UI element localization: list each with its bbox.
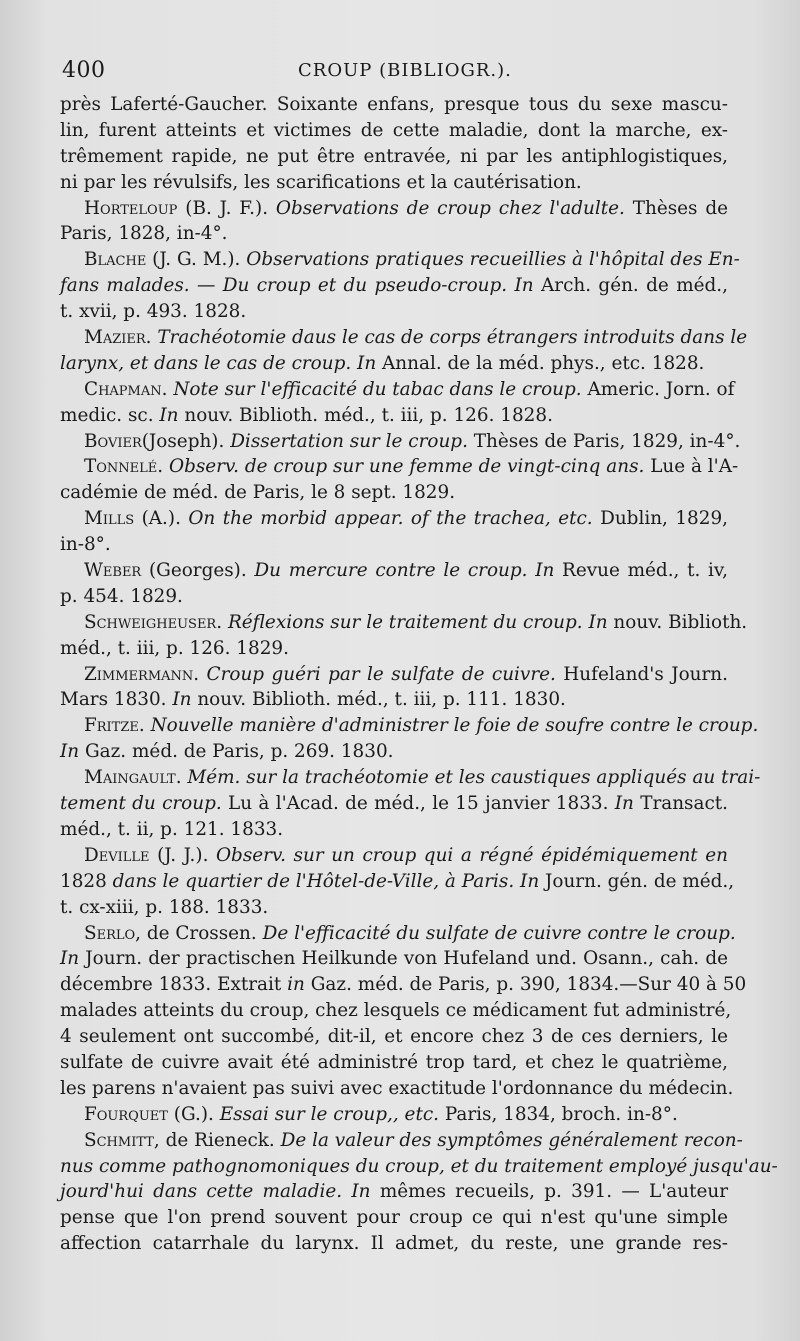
text-run: Thèses de — [624, 197, 728, 219]
text-line — [60, 325, 748, 351]
author-name: Fritze — [84, 715, 139, 737]
italic-title: De la valeur des symptômes généralement recon- — [280, 1129, 743, 1151]
text-run: medic. sc. — [60, 404, 160, 426]
text-line — [60, 247, 740, 273]
text-run: Journ. gén. de méd., — [539, 870, 735, 892]
text-run: (J. J.). — [149, 844, 216, 866]
text-line — [60, 895, 728, 921]
text-run: . — [193, 663, 207, 685]
text-run: pense que l'on prend souvent pour croup ce qui n'est qu'une simple — [60, 1207, 728, 1229]
text-run: , de Crossen. — [135, 922, 263, 944]
italic-title: Dissertation sur le croup. — [230, 430, 468, 452]
text-run: sulfate de cuivre avait été administré trop tard, et chez le quatrième, — [60, 1051, 728, 1073]
italic-title: Observ. de croup sur une femme de vingt-cinq ans. — [169, 456, 645, 478]
text-run: Mars 1830. — [60, 689, 173, 711]
italic-title: in — [287, 974, 305, 996]
text-line — [60, 921, 736, 947]
italic-title: nus comme pathognomoniques du croup, et du traitement employé jusqu'au- — [60, 1155, 778, 1177]
text-line — [60, 118, 728, 144]
text-run: Journ. der practischen Heilkunde von Hufeland und. Osann., cah. de — [79, 948, 728, 970]
author-name: Zimmermann — [84, 663, 194, 685]
text-run: Americ. Jorn. of — [581, 378, 735, 400]
italic-title: Mém. sur la trachéotomie et les caustiques appliqués au trai- — [187, 767, 761, 789]
text-run: nouv. Biblioth. méd., t. iii, p. 126. 1828. — [178, 404, 553, 426]
text-run: nouv. Biblioth. — [607, 611, 748, 633]
text-run: . — [161, 378, 174, 400]
text-run: Revue méd., t. iv, — [554, 560, 728, 582]
text-line — [60, 429, 741, 455]
text-line — [60, 170, 728, 196]
text-line — [60, 1076, 734, 1102]
page-number: 400 — [62, 58, 106, 83]
text-run: (B. J. F.). — [177, 197, 276, 219]
text-line — [60, 1179, 728, 1205]
text-run: malades atteints du croup, chez lesquels ce médicament fut administré, — [60, 1000, 732, 1022]
text-run: cadémie de méd. de Paris, le 8 sept. 1829. — [60, 482, 456, 504]
italic-title: Note sur l'efficacité du tabac dans le croup. — [173, 378, 582, 400]
italic-title: De l'efficacité du sulfate de cuivre contre le croup. — [262, 922, 736, 944]
author-name: Fourquet — [84, 1103, 168, 1125]
text-run: près Laferté-Gaucher. Soixante enfans, presque tous du sexe mascu- — [60, 94, 728, 115]
italic-title: In — [614, 793, 634, 815]
author-name: Maingault — [84, 767, 176, 789]
text-line — [60, 144, 728, 170]
text-run: 4 seulement ont succombé, dit-il, et encore chez 3 de ces derniers, le — [60, 1026, 728, 1048]
author-name: Blache — [84, 249, 147, 271]
text-line — [60, 1050, 728, 1076]
text-run: . — [157, 456, 169, 478]
italic-title: dans le quartier de l'Hôtel-de-Ville, à Paris. In — [112, 870, 540, 892]
page-header — [62, 58, 726, 88]
italic-title: Trachéotomie daus le cas de corps étrangers introduits dans le — [157, 327, 748, 349]
text-run: Annal. de la méd. phys., etc. 1828. — [376, 352, 705, 374]
text-run: Dublin, 1829, — [592, 508, 728, 530]
text-line — [60, 998, 732, 1024]
text-run: Gaz. méd. de Paris, p. 269. 1830. — [79, 741, 394, 763]
text-line — [60, 791, 728, 817]
text-line — [60, 92, 728, 118]
text-line — [60, 377, 735, 403]
text-line — [60, 765, 761, 791]
text-run: Transact. — [633, 793, 729, 815]
text-line — [60, 1024, 728, 1050]
text-run: décembre 1833. Extrait — [60, 974, 288, 996]
italic-title: Nouvelle manière d'administrer le foie de soufre contre le croup. — [150, 715, 759, 737]
text-run: , de Rieneck. — [153, 1129, 281, 1151]
text-line — [60, 817, 728, 843]
text-line — [60, 972, 747, 998]
text-run: (A.). — [134, 508, 189, 530]
text-run: méd., t. iii, p. 126. 1829. — [60, 637, 289, 659]
text-run: (G.). — [167, 1103, 220, 1125]
text-run: t. cx-xiii, p. 188. 1833. — [60, 896, 269, 918]
italic-title: larynx, et dans le cas de croup. In — [60, 352, 377, 374]
author-name: Bovier — [84, 430, 142, 452]
italic-title: In — [60, 741, 80, 763]
text-line — [60, 1128, 743, 1154]
text-line — [60, 299, 728, 325]
italic-title: In — [159, 404, 179, 426]
text-line — [60, 480, 728, 506]
italic-title: Réflexions sur le traitement du croup. In — [227, 611, 608, 633]
author-name: Mills — [84, 508, 135, 530]
italic-title: fans malades. — Du croup et du pseudo-croup. In — [60, 275, 534, 297]
text-line — [60, 273, 728, 299]
text-run: p. 454. 1829. — [60, 585, 183, 607]
text-line — [60, 739, 728, 765]
text-line — [60, 1205, 728, 1231]
italic-title: On the morbid appear. of the trachea, etc. — [188, 508, 593, 530]
text-run: Hufeland's Journ. — [555, 663, 728, 685]
text-line — [60, 558, 728, 584]
text-line — [60, 454, 739, 480]
text-line — [60, 1231, 728, 1257]
text-run: in-8°. — [60, 534, 111, 556]
italic-title: In — [172, 689, 192, 711]
text-line — [60, 221, 728, 247]
author-name: Serlo — [84, 922, 136, 944]
text-run: 1828 — [60, 870, 113, 892]
italic-title: tement du croup. — [60, 793, 222, 815]
text-run: . — [216, 611, 228, 633]
italic-title: Essai sur le croup,, etc. — [219, 1103, 439, 1125]
text-line — [60, 403, 728, 429]
text-line — [60, 843, 728, 869]
author-name: Schmitt — [84, 1129, 154, 1151]
text-run: nouv. Biblioth. méd., t. iii, p. 111. 1830. — [191, 689, 566, 711]
author-name: Horteloup — [84, 197, 178, 219]
text-line — [60, 1102, 728, 1128]
italic-title: Observ. sur un croup qui a régné épidémiquement en — [215, 844, 728, 866]
text-run: mêmes recueils, p. 391. — L'auteur — [370, 1181, 728, 1203]
author-name: Weber — [84, 560, 142, 582]
text-run: méd., t. ii, p. 121. 1833. — [60, 818, 284, 840]
italic-title: In — [60, 948, 80, 970]
text-run: Thèses de Paris, 1829, in-4°. — [467, 430, 741, 452]
text-line — [60, 351, 728, 377]
text-run: affection catarrhale du larynx. Il admet, du reste, une grande res- — [60, 1233, 728, 1255]
text-line — [60, 636, 728, 662]
author-name: Deville — [84, 844, 150, 866]
author-name: Schweigheuser — [84, 611, 217, 633]
text-line — [60, 687, 728, 713]
text-line — [60, 584, 728, 610]
text-run: ni par les révulsifs, les scarifications et la cautérisation. — [60, 171, 582, 193]
italic-title: jourd'hui dans cette maladie. In — [60, 1181, 371, 1203]
text-run: (Georges). — [141, 560, 255, 582]
text-line — [60, 532, 728, 558]
text-run: . — [175, 767, 188, 789]
text-run: les parens n'avaient pas suivi avec exactitude l'ordonnance du médecin. — [60, 1077, 734, 1099]
text-run: Lu à l'Acad. de méd., le 15 janvier 1833. — [221, 793, 615, 815]
text-line — [60, 196, 728, 222]
text-run: (Joseph). — [141, 430, 231, 452]
text-run: lin, furent atteints et victimes de cette maladie, dont la marche, ex- — [60, 119, 728, 141]
text-line — [60, 869, 735, 895]
bibliography-text — [60, 92, 778, 1257]
running-head: CROUP (BIBLIOGR.). — [298, 60, 512, 81]
italic-title: Du mercure contre le croup. In — [254, 560, 555, 582]
italic-title: Observations de croup chez l'adulte. — [275, 197, 625, 219]
text-run: Paris, 1828, in-4°. — [60, 223, 228, 245]
author-name: Mazier — [84, 327, 146, 349]
text-line — [60, 610, 748, 636]
text-run: Paris, 1834, broch. in-8°. — [438, 1103, 678, 1125]
text-run: Arch. gén. de méd., — [533, 275, 728, 297]
text-line — [60, 662, 728, 688]
author-name: Tonnelé — [84, 456, 158, 478]
text-run: t. xvii, p. 493. 1828. — [60, 301, 247, 323]
text-run: trêmement rapide, ne put être entravée, ni par les antiphlogistiques, — [60, 145, 728, 167]
text-line — [60, 946, 728, 972]
text-line — [60, 1154, 778, 1180]
author-name: Chapman — [84, 378, 162, 400]
italic-title: Croup guéri par le sulfate de cuivre. — [206, 663, 556, 685]
text-run: Gaz. méd. de Paris, p. 390, 1834.—Sur 40 à 50 — [304, 974, 747, 996]
text-run: Lue à l'A- — [644, 456, 739, 478]
text-run: . — [145, 327, 158, 349]
text-run: (J. G. M.). — [146, 249, 247, 271]
text-run: . — [138, 715, 151, 737]
text-line — [60, 713, 759, 739]
italic-title: Observations pratiques recueillies à l'hôpital des En- — [246, 249, 740, 271]
text-line — [60, 506, 728, 532]
